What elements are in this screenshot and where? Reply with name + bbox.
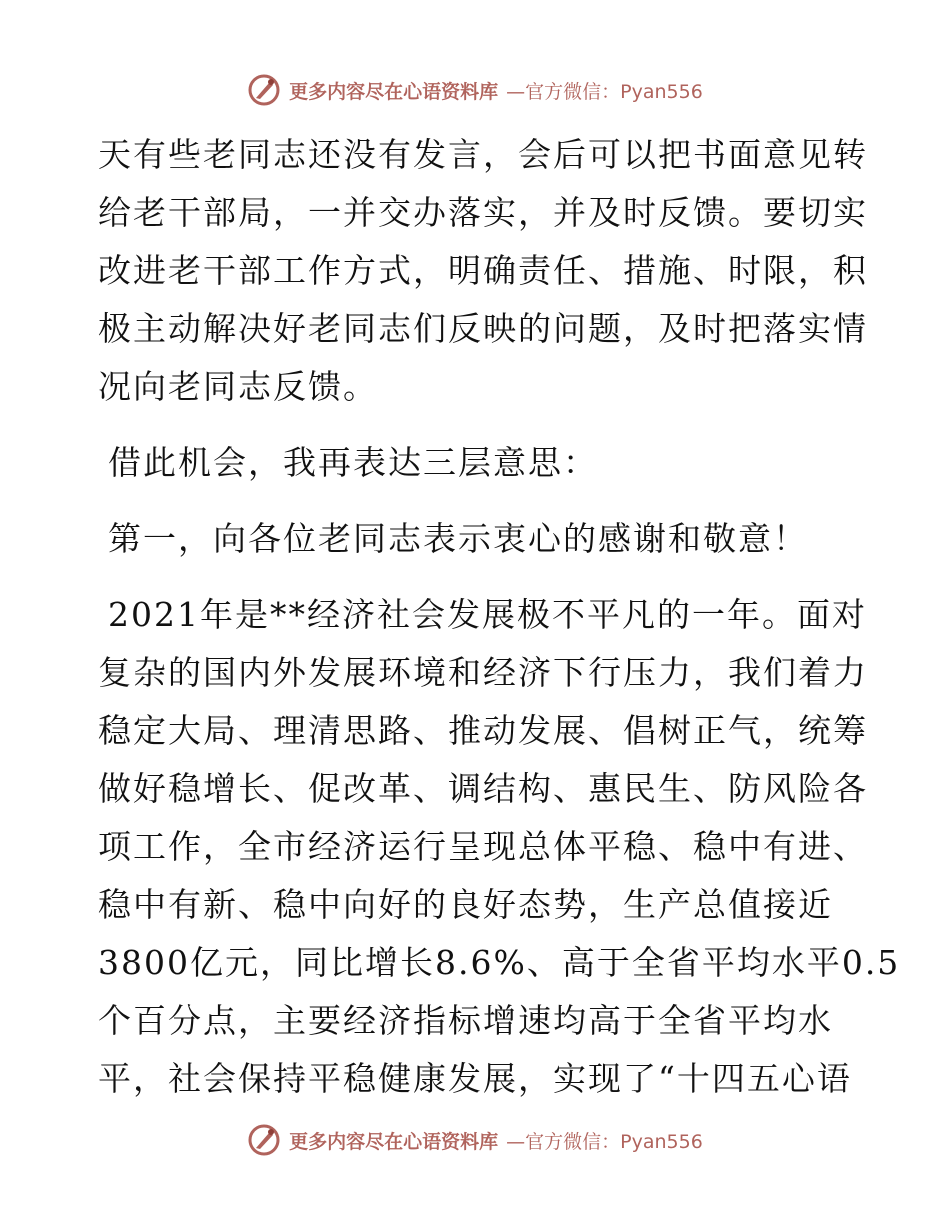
text-line: 做好稳增长、促改革、调结构、惠民生、防风险各 (98, 769, 868, 808)
text-line: 3800亿元，同比增长8.6%、高于全省平均水平0.5 (98, 943, 901, 982)
paragraph-gap (98, 492, 858, 510)
text-line: 第一，向各位老同志表示衷心的感谢和敬意！ (108, 519, 808, 558)
text-line: 极主动解决好老同志们反映的问题，及时把落实情 (98, 309, 868, 348)
text-line: 天有些老同志还没有发言，会后可以把书面意见转 (98, 135, 868, 174)
body-text (98, 126, 901, 1108)
text-line: 借此机会，我再表达三层意思： (108, 443, 598, 482)
paragraph-gap (98, 568, 858, 586)
text-line: 给老干部局，一并交办落实，并及时反馈。要切实 (98, 193, 868, 232)
paragraph-gap (98, 416, 858, 434)
text-line: 2021年是**经济社会发展极不平凡的一年。面对 (108, 595, 867, 634)
text-line: 个百分点，主要经济指标增速均高于全省平均水 (98, 1001, 833, 1040)
watermark-wechat: —官方微信：Pyan556 (506, 80, 703, 103)
quill-pen-logo-icon (247, 1123, 281, 1157)
watermark-brand: 更多内容尽在心语资料库 (289, 80, 499, 103)
text-line: 复杂的国内外发展环境和经济下行压力，我们着力 (98, 653, 868, 692)
watermark-wechat: —官方微信：Pyan556 (506, 1130, 703, 1153)
text-line: 平，社会保持平稳健康发展，实现了“十四五心语 (98, 1059, 852, 1098)
text-line: 稳中有新、稳中向好的良好态势，生产总值接近 (98, 885, 833, 924)
text-line: 改进老干部工作方式，明确责任、措施、时限，积 (98, 251, 868, 290)
footer-watermark (0, 1120, 950, 1160)
text-line: 项工作，全市经济运行呈现总体平稳、稳中有进、 (98, 827, 868, 866)
text-line: 稳定大局、理清思路、推动发展、倡树正气，统筹 (98, 711, 868, 750)
watermark-brand: 更多内容尽在心语资料库 (289, 1130, 499, 1153)
text-line: 况向老同志反馈。 (98, 367, 378, 406)
header-watermark (0, 70, 950, 110)
quill-pen-logo-icon (247, 73, 281, 107)
